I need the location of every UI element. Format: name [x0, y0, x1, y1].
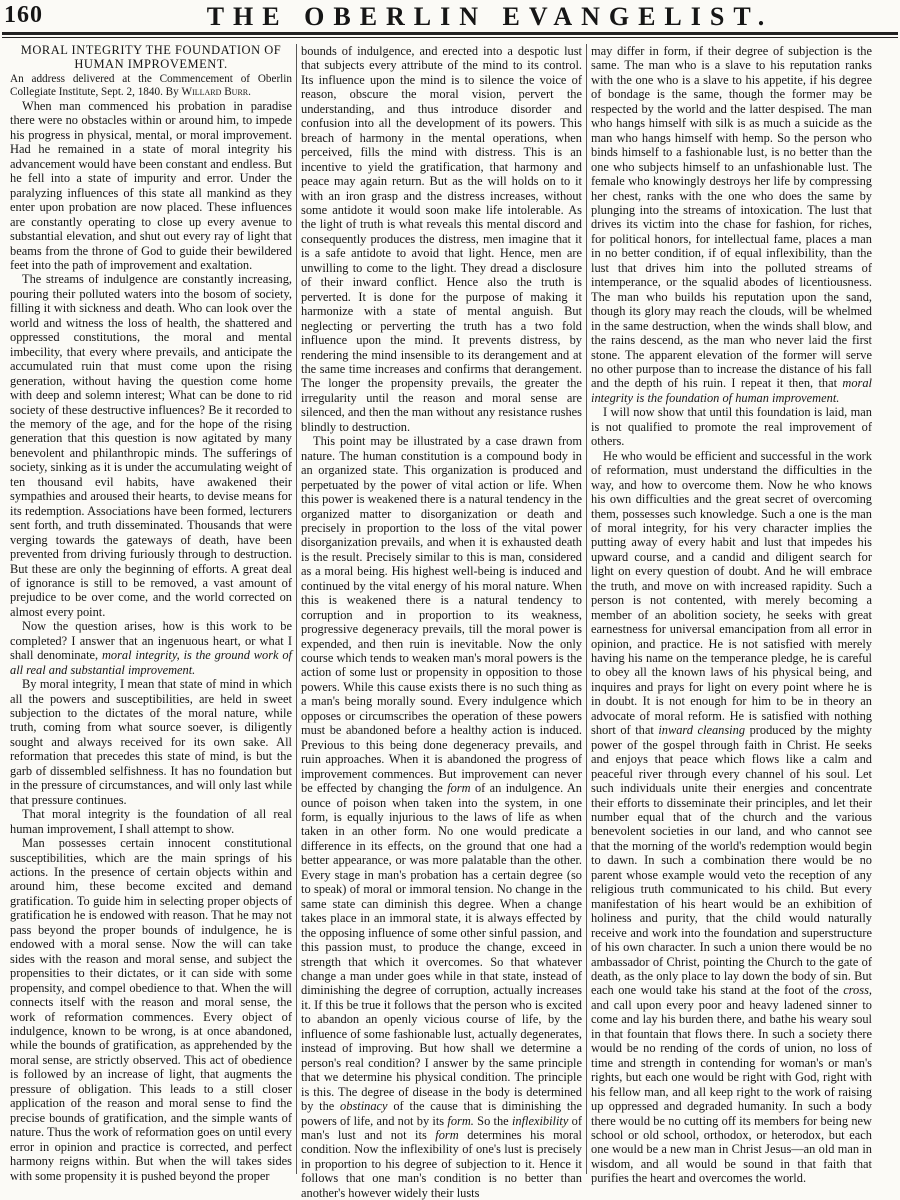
paragraph: The streams of indulgence are constantly increasing, pouring their polluted waters into the bosom of society, filling it with sickness and death. Who can look over the world and witness the loss of health, the shattered and oppressed constitutions, the moral and mental imbecility, that every where prevails, and anticipate the accumulated ruin that must come upon the rising generation, without having the question come home with deep and solemn interest; What can be done to rid society of these destructive influences? Be it recorded to the memory of the age, and for the hope of the rising generation that this question is now agitated by many benevolent and philanthropic minds. The sufferings of society, sinking as it is under the accumulating weight of ten thousand evil habits, have awakened their sympathies and aroused their hearts, to devise means for its redemption. Associations have been formed, lecturers sent forth, and truth disseminated. Thousands that were verging towards the gateways of death, have been prevented from driving furiously through to destruction. But these are only the beginning of efforts. A great deal of ignorance is still to be removed, a vast amount of prejudice to be over come, and the world corrected on almost every point.	[10, 272, 292, 619]
text-run: This point may be illustrated by a case drawn from nature. The human constitution is a compound body in an organized state. This organization is produced and perpetuated by the power of vital action or life. When this power is weakened there is a natural tendency in the organized matter to disorganization or death and precisely in proportion to the loss of the vital power disorganization prevails, and when it is exhausted death is the result. Precisely similar to this is man, considered as a moral being. His highest well-being is induced and continued by the vital energy of his moral nature. When this is weakened there is a natural tendency to corruption and in proportion to its weakness, progressive degeneracy prevails, till the moral power is expended, and then ruin is inevitable. Now the only course which tends to weaken man's moral powers is the action of some lust or propensity in opposition to those powers. While this cause exists there is no such thing as a man's being morally sound. Every indulgence which opposes or circumscribes the operation of these powers must be abandoned before a healthy action is induced. Previous to this being done degeneracy prevails, and ruin approaches. When it is abandoned the progress of improvement commences. But improvement can never be effected by changing the	[301, 434, 582, 796]
text-run: Now the question arises, how is this work to be completed? I answer that an ingenuous heart, or what I shall denominate,	[10, 619, 292, 663]
emphasis: cross,	[843, 983, 872, 998]
emphasis: form	[435, 1127, 459, 1142]
text-run: produced by the mighty power of the gospel through faith in Christ. He seeks and enjoys that peace which flows like a calm and peaceful river through every channel of his soul. Let such individuals unite their energies and concentrate their efforts to disseminate their principles, and let their number equal that of the church and the various benevolent societies in our land, and who cannot see that the morning of the world's redemption would begin to dawn. In such a combination there would be no parent whose example would veto the reception of any religious truth communicated to his child. But every manifestation of his heart would be an exhibition of holiness and purity, that the child would naturally receive and work into the foundation and superstructure of his own character. In such a union there would be no ambassador of Christ, pointing the Church to the gate of death, as the only place to lay down the body of sin. But each one would take his stand at the foot of the	[591, 723, 872, 998]
column-1	[6, 43, 296, 1183]
paragraph	[591, 449, 872, 1186]
paragraph	[10, 619, 292, 677]
header-rule	[2, 32, 898, 35]
article-title: MORAL INTEGRITY THE FOUNDATION OF HUMAN IMPROVEMENT.	[20, 43, 282, 71]
text-run: He who would be efficient and successful in the work of reformation, must understand the difficulties in the way, and how to overcome them. Now he who knows his own difficulties and the great secret of overcoming them, possesses such knowledge. Such a one is the man of moral integrity, for his very character implies the putting away of every habit and lust that impedes his upward course, and a candid and diligent search for light on every question of doubt. And he will embrace the truth, and move on with increased rapidity. Such a person is not contented, with merely becoming a member of an abolition society, he seeks with great earnestness for universal emancipation from all error in opinion, and practice. He is not satisfied with merely having his name on the temperance pledge, he is careful to obey all the known laws of his physical being, and inquires and prays for light on every point where he is in doubt. It is not enough for him to be in theory an advocate of moral reform. He is satisfied with nothing short of that	[591, 448, 872, 738]
newspaper-title: THE OBERLIN EVANGELIST.	[206, 2, 774, 31]
paragraph	[591, 44, 872, 405]
paragraph: By moral integrity, I mean that state of mind in which all the powers and susceptibilities, are held in sweet subjection to the dictates of the moral nature, while truth, coming from what source soever, is diligently sought and always received for its own sake. All reformation that precedes this state of mind, is but the garb of dissembled selfishness. It has no foundation but in the pressure of circumstances, and will only last while that pressure continues.	[10, 677, 292, 807]
paragraph	[301, 434, 582, 1200]
emphasis: inflexibility	[511, 1113, 569, 1128]
paragraph: When man commenced his probation in paradise there were no obstacles within or around him, to impede his progress in physical, mental, or moral improvement. Had he remained in a state of moral integrity his advancement would have been constant and endless. But he fell into a state of impurity and error. Under the paralyzing influences of this state all mankind as they enter upon probation are now placed. These influences are constantly operating to close up every avenue to substantial elevation, and shut out every ray of light that beams from the throne of God to guide their bewildered feet into the path of improvement and exaltation.	[10, 99, 292, 272]
emphasis: form	[447, 781, 471, 796]
paragraph: That moral integrity is the foundation of all real human improvement, I shall attempt to show.	[10, 807, 292, 836]
paragraph: bounds of indulgence, and erected into a despotic lust that subjects every attribute of the mind to its control. Its influence upon the mind is to silence the voice of reason, obscure the moral vision, pervert the understanding, and thus introduce disorder and confusion into all the development of its powers. This breach of harmony in the mental operations, when perceived, fills the mind with distress. This is an incentive to yield the gratification, that harmony and peace may again return. But as the will holds on to it with an iron grasp and the distress increases, without some antidote it would soon make life intolerable. As the light of truth is what reveals this mental discord and consequently produces the distress, men imagine that it is a safe antidote to avoid that light. Hence, men are unwilling to come to the light. They dread a disclosure of their inward conflict. Hence also the truth is perverted. It is done for the purpose of making it harmonize with a state of mental anguish. But neglecting or perverting the truth has a two fold influence upon the mind. It prevents distress, by rendering the mind insensible to its derangement and at the same time increases and confirms that derangement. The longer the propensity prevails, the greater the irregularity until the reason and moral sense are silenced, and then the man without any resistance rushes blindly to destruction.	[301, 44, 582, 434]
text-run: of the cause that is diminishing the powers of life, and not by its	[301, 1099, 582, 1128]
emphasis: form.	[447, 1113, 474, 1128]
article-columns	[6, 43, 896, 1200]
text-run: of an indulgence. An ounce of poison when taken into the system, in one form, is equally injurious to the laws of life as when taken in an other form. No one would predicate a difference in its effects, on the ground that one had a better appearance, or was more palatable than the other. Every stage in man's probation has a certain degree (so to speak) of moral or immoral tension. No change in the same state can diminish this degree. When a change takes place in an immoral state, it is always effected by the opposing influence of some other sinful passion, and this passion must, to produce the change, exceed in strength that which it overcomes. So that whatever change a man under goes while in that state, instead of diminishing the degree of corruption, actually increases it. If this be true it follows that the person who is excited to abandon an openly vicious course of life, by the influence of some fashionable lust, actually degenerates, instead of improving. But how shall we determine a person's real condition? I answer by the same principle that we determine his physical condition. The principle is this. The degree of disease in the body is determined by the	[301, 781, 582, 1114]
column-3	[586, 44, 876, 1186]
text-run: of man's lust and not its	[301, 1113, 582, 1142]
text-run: So the	[477, 1113, 509, 1128]
emphasis: inward cleansing	[658, 723, 746, 738]
text-run: and call upon every poor and heavy ladened sinner to come and lay his burden there, and bathe his weary soul in that fountain that flows there. In such a society there would be no rending of the cords of union, no loss of time and strength in contending for woman's or man's rights, but each one would be right with God, right with his fellow man, and all keep right to the work of raising up oppressed and degraded humanity. In such a body there would be no cutting off its members for being new school or old school, orthodox, or heterodox, but each one would be a new man in Christ Jesus—an old man in wisdom, and all would be sound in that faith that purifies the heart and overcomes the world.	[591, 997, 872, 1186]
text-run: determines his moral condition. Now the inflexibility of one's lust is precisely in proportion to his degree of subjection to it. Hence it follows that one man's condition is no better than another's however widely their lusts	[301, 1127, 582, 1200]
article-intro	[10, 73, 292, 99]
emphasis: moral integrity, is the ground work of all real and substantial improvement.	[10, 648, 292, 677]
paragraph: I will now show that until this foundation is laid, man is not qualified to promote the real improvement of others.	[591, 405, 872, 449]
header-rule-thin	[2, 37, 898, 38]
text-run: may differ in form, if their degree of subjection is the same. The man who is a slave to his reputation ranks with the one who is a slave to his appetite, if his degree of bondage is the same, though the former may be respected by the world and the latter despised. The man who hangs himself with silk is as much a suicide as the man who hangs himself with hemp. So the person who binds himself to a fashionable lust, is no better than the one who subjects himself to an unfashionable lust. The female who knowingly destroys her life by compressing her chest, ranks with the one who does the same by plunging into the streams of intoxication. The lust that drives its victim into the chase for fashion, for riches, for political honors, for intellectual fame, places a man in no better condition, if of equal inflexibility, than the lust that drives him into the polluted streams of intemperance, or the squalid abodes of licentiousness. The man who builds his reputation upon the sand, though its glory may reach the clouds, will be whelmed in the same destruction, when the winds shall blow, and the rains descend, as the man who never laid the first stone. The apparent elevation of the former will serve no other purpose than to increase the distance of his fall and the depth of his ruin. I repeat it then, that	[591, 44, 872, 391]
page-number: 160	[4, 2, 43, 28]
masthead	[0, 0, 900, 44]
author-name: Willard Burr.	[181, 86, 251, 98]
paragraph: Man possesses certain innocent constitutional susceptibilities, which are the main springs of his actions. In the presence of certain objects within and around him, these become excited and demand gratification. To guide him in selecting proper objects of gratification he is endowed with reason. That he may not pass beyond the proper bounds of indulgence, he is endowed with a moral sense. Now the will can take sides with the reason and moral sense, and subject the propensities to their dictates, or it can side with some propensity, and compel obedience to that. When the will connects itself with the reason and moral sense, the work of reformation commences. Every object of indulgence, known to be wrong, is at once abandoned, while the bounds of gratification, as apprehended by the moral sense, are strictly observed. This act of obedience is followed by an increase of light, that augments the pressure of obligation. This leads to a still closer application of the reason and moral sense to find the precise bounds of gratification, and the simple wants of nature. Thus the work of reformation goes on until every error in opinion and practice is corrected, and perfect harmony reigns within. But when the will takes sides with some propensity it is pushed beyond the proper	[10, 836, 292, 1183]
emphasis: obstinacy	[340, 1099, 388, 1114]
emphasis: moral integrity is the foundation of human improvement.	[591, 376, 872, 405]
intro-text: An address delivered at the Commencement of Oberlin Collegiate Institute, Sept. 2, 1840. By	[10, 73, 292, 98]
column-2	[296, 44, 586, 1200]
